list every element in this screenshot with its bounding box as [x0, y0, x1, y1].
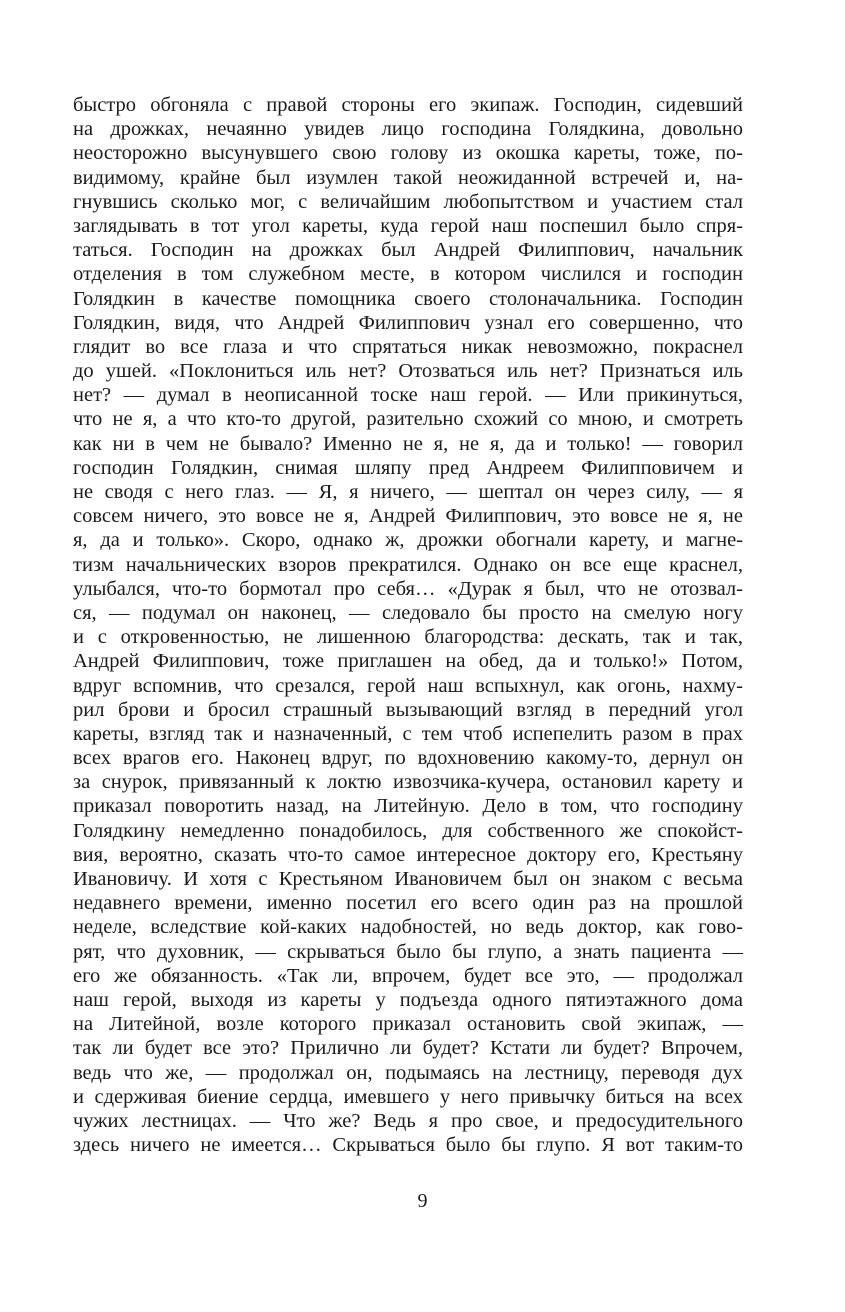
text-line: таться. Господин на дрожках был Андрей Филиппович, начальник — [73, 239, 743, 262]
text-line: и сдерживая биение сердца, имевшего у него привычку биться на всех — [73, 1085, 743, 1108]
text-line: глядит во все глаза и что спрятаться никак невозможно, покраснел — [73, 335, 743, 358]
text-line: гнувшись сколько мог, с величайшим любопытством и участием стал — [73, 190, 743, 213]
text-line: неосторожно высунувшего свою голову из окошка кареты, тоже, по- — [73, 142, 743, 165]
text-line: тизм начальнических взоров прекратился. Однако он все еще краснел, — [73, 553, 743, 576]
page-number: 9 — [417, 1190, 428, 1212]
text-line: так ли будет все это? Прилично ли будет? Кстати ли будет? Впрочем, — [73, 1037, 743, 1060]
text-line: вдруг вспомнив, что срезался, герой наш вспыхнул, как огонь, нахму- — [73, 674, 743, 697]
text-line: господин Голядкин, снимая шляпу пред Андреем Филипповичем и — [73, 456, 743, 479]
text-line: Голядкин в качестве помощника своего столоначальника. Господин — [73, 287, 743, 310]
text-line: недавнего времени, именно посетил его всего один раз на прошлой — [73, 892, 743, 915]
text-line: его же обязанность. «Так ли, впрочем, будет все это, — продолжал — [73, 964, 743, 987]
text-line: всех врагов его. Наконец вдруг, по вдохновению какому-то, дернул он — [73, 747, 743, 770]
text-line: что не я, а что кто-то другой, разительно схожий со мною, и смотреть — [73, 408, 743, 431]
text-line: до ушей. «Поклониться иль нет? Отозваться иль нет? Признаться иль — [73, 360, 743, 383]
body-text — [73, 93, 743, 1157]
text-line: здесь ничего не имеется… Скрываться было бы глупо. Я вот таким-то — [73, 1134, 743, 1157]
text-line: Голядкин, видя, что Андрей Филиппович узнал его совершенно, что — [73, 311, 743, 334]
text-line: неделе, вследствие кой-каких надобностей, но ведь доктор, как гово- — [73, 916, 743, 939]
text-line: нет? — думал в неописанной тоске наш герой. — Или прикинуться, — [73, 384, 743, 407]
text-line: как ни в чем не бывало? Именно не я, не я, да и только! — говорил — [73, 432, 743, 455]
text-line: я, да и только». Скоро, однако ж, дрожки обогнали карету, и магне- — [73, 529, 743, 552]
text-line: кареты, взгляд так и назначенный, с тем чтоб испепелить разом в прах — [73, 722, 743, 745]
text-line: и с откровенностью, не лишенною благородства: дескать, так и так, — [73, 626, 743, 649]
text-line: ся, — подумал он наконец, — следовало бы просто на смелую ногу — [73, 601, 743, 624]
text-line: быстро обгоняла с правой стороны его экипаж. Господин, сидевший — [73, 94, 743, 116]
text-line: Ивановичу. И хотя с Крестьяном Ивановичем был он знаком с весьма — [73, 868, 743, 890]
text-line: улыбался, что-то бормотал про себя… «Дурак я был, что не отозвал- — [73, 577, 743, 600]
text-line: Андрей Филиппович, тоже приглашен на обед, да и только!» Потом, — [73, 650, 743, 673]
text-line: совсем ничего, это вовсе не я, Андрей Филиппович, это вовсе не я, не — [73, 505, 743, 528]
text-line: Голядкину немедленно понадобилось, для собственного же спокойст- — [73, 819, 743, 842]
text-line: ведь что же, — продолжал он, подымаясь на лестницу, переводя дух — [73, 1061, 743, 1084]
text-line: приказал поворотить назад, на Литейную. Дело в том, что господину — [73, 795, 743, 818]
text-line: наш герой, выходя из кареты у подъезда одного пятиэтажного дома — [73, 988, 743, 1011]
text-line: рил брови и бросил страшный вызывающий взгляд в передний угол — [73, 698, 743, 721]
text-line: заглядывать в тот угол кареты, куда герой наш поспешил было спря- — [73, 214, 743, 237]
text-line: на дрожках, нечаянно увидев лицо господина Голядкина, довольно — [73, 118, 743, 141]
text-line: не сводя с него глаз. — Я, я ничего, — шептал он через силу, — я — [73, 481, 743, 503]
text-line: рят, что духовник, — скрываться было бы глупо, а знать пациента — — [73, 940, 743, 963]
text-line: на Литейной, возле которого приказал остановить свой экипаж, — — [73, 1013, 743, 1036]
text-line: видимому, крайне был изумлен такой неожиданной встречей и, на- — [73, 166, 743, 189]
text-line: за снурок, привязанный к локтю извозчика-кучера, остановил карету и — [73, 771, 743, 794]
text-line: отделения в том служебном месте, в котором числился и господин — [73, 263, 743, 286]
text-line: вия, вероятно, сказать что-то самое интересное доктору его, Крестьяну — [73, 843, 743, 866]
text-line: чужих лестницах. — Что же? Ведь я про свое, и предосудительного — [73, 1109, 743, 1132]
